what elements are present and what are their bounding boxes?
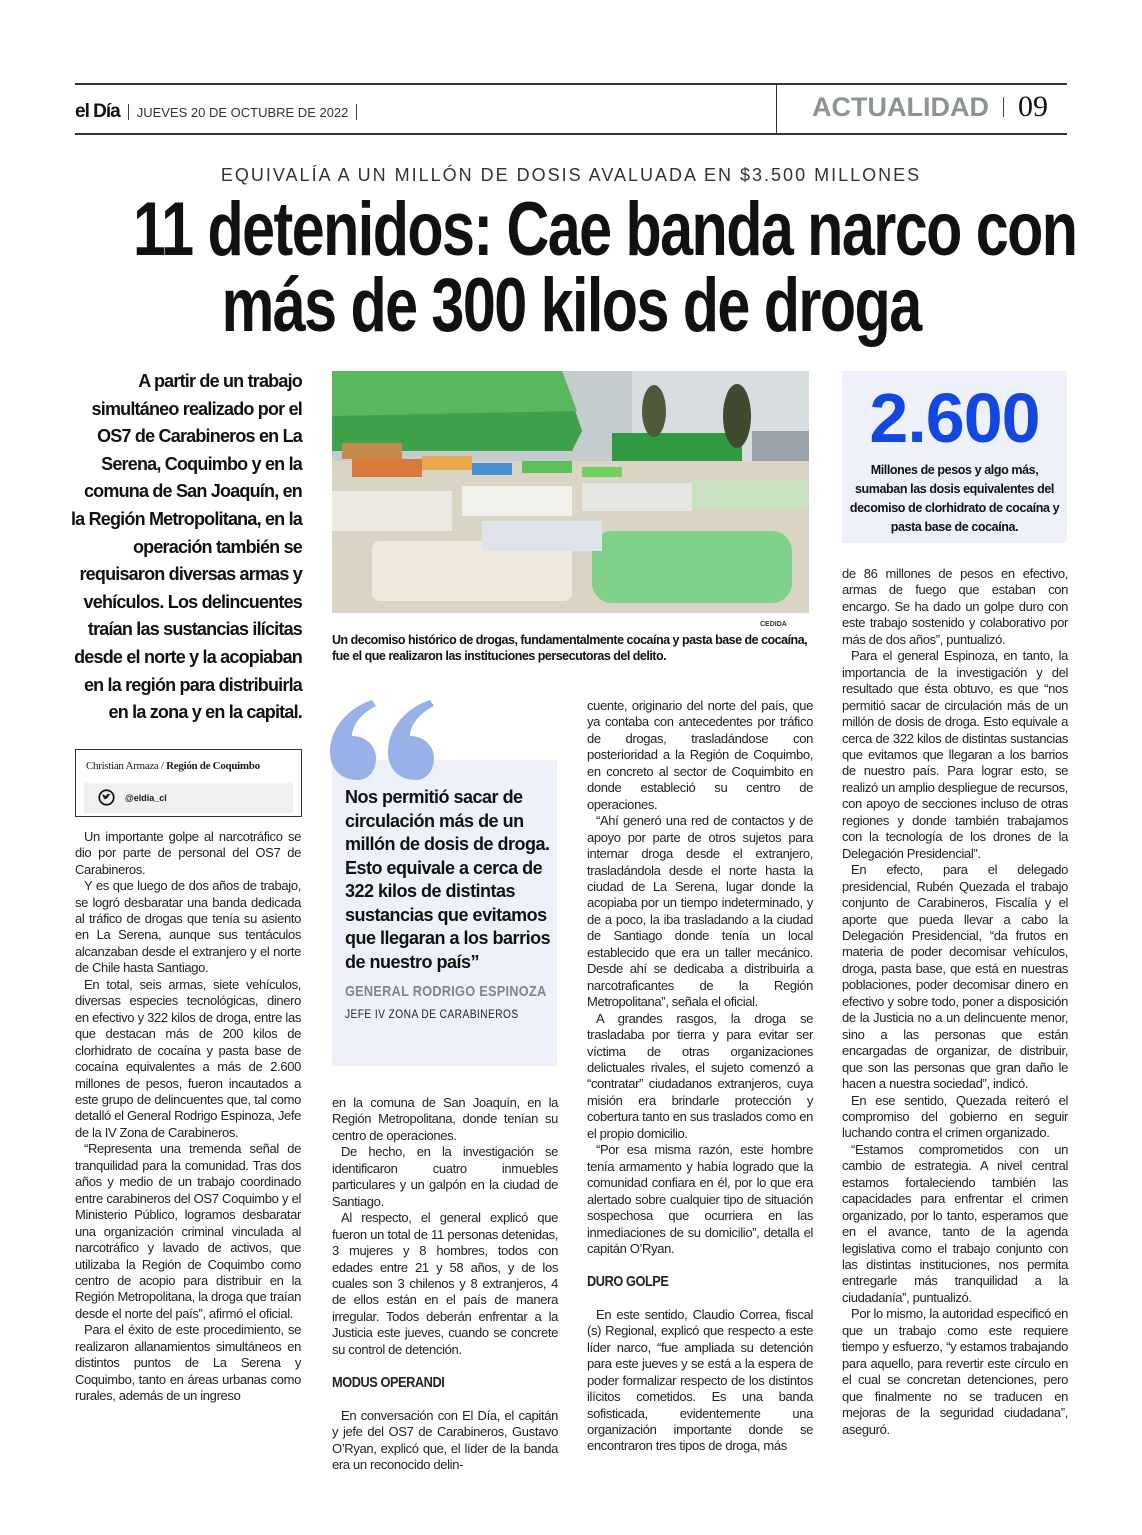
twitter-handle-row[interactable] <box>84 783 293 813</box>
paragraph: Al respecto, el general explicó que fueron un total de 11 personas detenidas, 3 mujeres y 8 hombres, todos con edades entre 21 y 58 años, y de los cuales son 3 chilenos y 8 extranjeros, 4 de ellos están en el país de manera irregular. Todos deberán enfrentar a la Justicia este jueves, cuando se concrete su control de detención. <box>332 1210 558 1357</box>
headline <box>0 187 1142 348</box>
photo-credit: CEDIDA <box>760 621 787 628</box>
masthead <box>75 98 357 126</box>
body-column-4 <box>842 566 1068 1438</box>
header-bottom-rule <box>75 133 1067 135</box>
paragraph: En este sentido, Claudio Correa, fiscal (s) Regional, explicó que respecto a este líder narco, “fue ampliada su detención para este jueves y se está a la espera de poder formalizar respecto de los distintos ilícitos cometidos. Es una banda sofisticada, evidentemente una organización importante donde se encontraron tres tipos de droga, más <box>587 1306 813 1454</box>
issue-date: JUEVES 20 DE OCTUBRE DE 2022 <box>136 104 349 120</box>
region: Región de Coquimbo <box>166 759 260 772</box>
top-rule <box>75 83 1067 85</box>
pullquote-box <box>332 760 557 1066</box>
paragraph: En efecto, para el delegado presidencial, Rubén Quezada el trabajo conjunto de Carabineros, Fiscalía y el aporte que pueda llevar a cabo la Delegación Presidencial, “da frutos en materia de poder decomisar vehículos, droga, pasta base, que está en nuestras poblaciones, poder decomisar dinero en efectivo y sobre todo, poner a disposición de la Justicia no a un delincuente menor, sino a las personas que están encargadas de organizar, de distribuir, que son las personas que gran daño le hacen a nuestra sociedad”, indicó. <box>842 862 1068 1092</box>
article-photo <box>332 371 809 613</box>
paragraph: En conversación con El Día, el capitán y jefe del OS7 de Carabineros, Gustavo O’Ryan, explicó que, el líder de la banda era un reconocido delin- <box>332 1407 558 1473</box>
paragraph: Para el general Espinoza, en tanto, la importancia de la investigación y del resultado que ésta obtuvo, es que “nos permitió sacar de circulación más de un millón de dosis de droga. Esto equivale a cerca de 322 kilos de distintas sustancias que evitamos que llegaran a los barrios de nuestro país. Para lograr esto, se realizó un amplio despliegue de recursos, con apoyo de secciones incluso de otras regiones y donde también trabajamos con la tecnología de los drones de la Delegación Presidencial”. <box>842 648 1068 861</box>
drug-seizure-photo <box>332 371 809 613</box>
page-number: 09 <box>1017 90 1048 123</box>
body-column-2 <box>332 1095 558 1474</box>
divider <box>356 104 357 120</box>
headline-line: más de 300 kilos de droga <box>221 263 921 348</box>
paragraph: En ese sentido, Quezada reiteró el compromiso del gobierno en seguir luchando contra el crimen organizado. <box>842 1092 1068 1141</box>
pullquote-text: Nos permitió sacar de circulación más de un millón de dosis de droga. Esto equivale a cerca de 322 kilos de distintas sustancias que evitamos que llegaran a los barrios de nuestro país” <box>345 787 551 972</box>
quote-mark-icon <box>330 700 440 780</box>
stat-description: Millones de pesos y algo más, sumaban las dosis equivalentes del decomiso de clorhidrato de cocaína y pasta base de cocaína. <box>849 463 1060 534</box>
newspaper-logo: el Día <box>75 101 120 122</box>
stat-box <box>842 371 1067 543</box>
pullquote-role: JEFE IV ZONA DE CARABINEROS <box>345 1007 519 1021</box>
paragraph: Para el éxito de este procedimiento, se realizaron allanamientos simultáneos en distintos puntos de La Serena y Coquimbo, tanto en áreas urbanas como rurales, además de un ingreso <box>75 1322 301 1404</box>
header-divider <box>776 84 777 133</box>
paragraph: En total, seis armas, siete vehículos, diversas especies tecnológicas, dinero en efectivo y 322 kilos de droga, entre las que destacan más de 200 kilos de clorhidrato de cocaína y pasta base de cocaína equivalentes a más de 2.600 millones de pesos, fueron incautados a este grupo de delincuentes que, tal como detalló el General Rodrigo Espinoza, Jefe de la IV Zona de Carabineros. <box>75 976 301 1140</box>
subheading: MODUS OPERANDI <box>332 1374 445 1392</box>
paragraph: De hecho, en la investigación se identificaron cuatro inmuebles particulares y un galpón en la ciudad de Santiago. <box>332 1144 558 1209</box>
paragraph: en la comuna de San Joaquín, en la Región Metropolitana, donde tenían su centro de operaciones. <box>332 1095 558 1143</box>
stat-number: 2.600 <box>869 379 1040 457</box>
paragraph: A grandes rasgos, la droga se trasladaba por tierra y para evitar ser víctima de otras organizaciones delictuales rivales, el sujeto comenzó a “contratar” ciudadanos extranjeros, cuya misión era brindarle protección y cobertura tanto en sus traslados como en el propio domicilio. <box>587 1010 813 1141</box>
divider <box>1003 97 1004 117</box>
paragraph: “Ahí generó una red de contactos y de apoyo por parte de otros sujetos para internar droga desde el extranjero, trasladándola desde el norte hasta la ciudad de La Serena, lugar donde la acopiaba por un tiempo indeterminado, y de a poco, la iba trasladando a la ciudad de Santiago donde tenía un local establecido que era un taller mecánico. Desde ahí se dedicaba a distribuirla a narcotraficantes de la Región Metropolitana”, señala el oficial. <box>587 813 813 1010</box>
paragraph: Y es que luego de dos años de trabajo, se logró desbaratar una banda dedicada al tráfico de drogas que tenía su asiento en La Serena, aunque sus tentáculos alcanzaban desde el extranjero y el norte de Chile hasta Santiago. <box>75 878 301 976</box>
body-column-3 <box>587 698 813 1455</box>
byline <box>76 750 301 772</box>
subheading: DURO GOLPE <box>587 1273 669 1291</box>
paragraph: cuente, originario del norte del país, que ya contaba con antecedentes por tráfico de drogas, trasladándose con posterioridad a la Región de Coquimbo, en concreto al sector de Coquimbito en donde estableció su centro de operaciones. <box>587 698 813 812</box>
twitter-bird-icon <box>98 789 115 806</box>
paragraph: Por lo mismo, la autoridad especificó en que un trabajo como este requiere tiempo y esfuerzo, “y estamos trabajando para aquello, para revertir este círculo en el cual se concretan detenciones, pero que finalmente no se traducen en mejoras de la seguridad ciudadana”, aseguró. <box>842 1306 1068 1437</box>
left-column <box>70 368 302 1405</box>
paragraph: de 86 millones de pesos en efectivo, armas de fuego que estaban con encargo. Se ha dado un golpe duro con este trabajo sostenido y colaborativo por más de dos años”, puntualizó. <box>842 566 1068 647</box>
byline-box <box>75 749 302 817</box>
paragraph: “Estamos comprometidos con un cambio de estrategia. A nivel central estamos fortaleciendo también las capacidades para enfrentar el crimen organizado, por lo tanto, esperamos que en el avance, tanto de la agenda legislativa como el trabajo conjunto con las distintas instituciones, nos permita entregarle más tranquilidad a la ciudadanía”, puntualizó. <box>842 1141 1068 1305</box>
section-name: ACTUALIDAD <box>812 91 989 122</box>
body-column-1 <box>75 829 301 1405</box>
twitter-handle[interactable]: @eldia_cl <box>125 792 167 803</box>
pullquote-author: GENERAL RODRIGO ESPINOZA <box>345 983 547 1000</box>
kicker: EQUIVALÍA A UN MILLÓN DE DOSIS AVALUADA EN $3.500 MILLONES <box>220 165 922 185</box>
photo-caption: Un decomiso histórico de drogas, fundamentalmente cocaína y pasta base de cocaína, fue el que realizaron las instituciones persecutoras del delito. <box>332 633 808 663</box>
section-header <box>812 90 1048 124</box>
lead-paragraph: A partir de un trabajo simultáneo realizado por el OS7 de Carabineros en La Serena, Coquimbo y en la comuna de San Joaquín, en la Región Metropolitana, en la operación también se requisaron diversas armas y vehículos. Los delincuentes traían las sustancias ilícitas desde el norte y la acopiaban en la región para distribuirla en la zona y en la capital. <box>70 371 302 723</box>
divider <box>128 104 129 120</box>
paragraph: “Representa una tremenda señal de tranquilidad para la comunidad. Tras dos años y medio de un trabajo coordinado entre carabineros del OS7 Coquimbo y el Ministerio Público, logramos desbaratar una organización criminal vinculada al narcotráfico y lavado de activos, que utilizaba la Región de Coquimbo como centro de acopio para distribuir en la Región Metropolitana, la droga que traían desde el norte del país”, afirmó el oficial. <box>75 1141 301 1321</box>
paragraph: Un importante golpe al narcotráfico se dio por parte de personal del OS7 de Carabineros. <box>75 828 301 877</box>
author: Christian Armaza / <box>86 759 164 772</box>
headline-line: 11 detenidos: Cae banda narco con <box>133 187 1077 272</box>
paragraph: “Por esa misma razón, este hombre tenía armamento y había logrado que la comunidad confiara en él, por lo que era alertado sobre cualquier tipo de situación sospechosa que ocurriera en las inmediaciones de su domicilio”, detalla el capitán O’Ryan. <box>587 1142 813 1256</box>
